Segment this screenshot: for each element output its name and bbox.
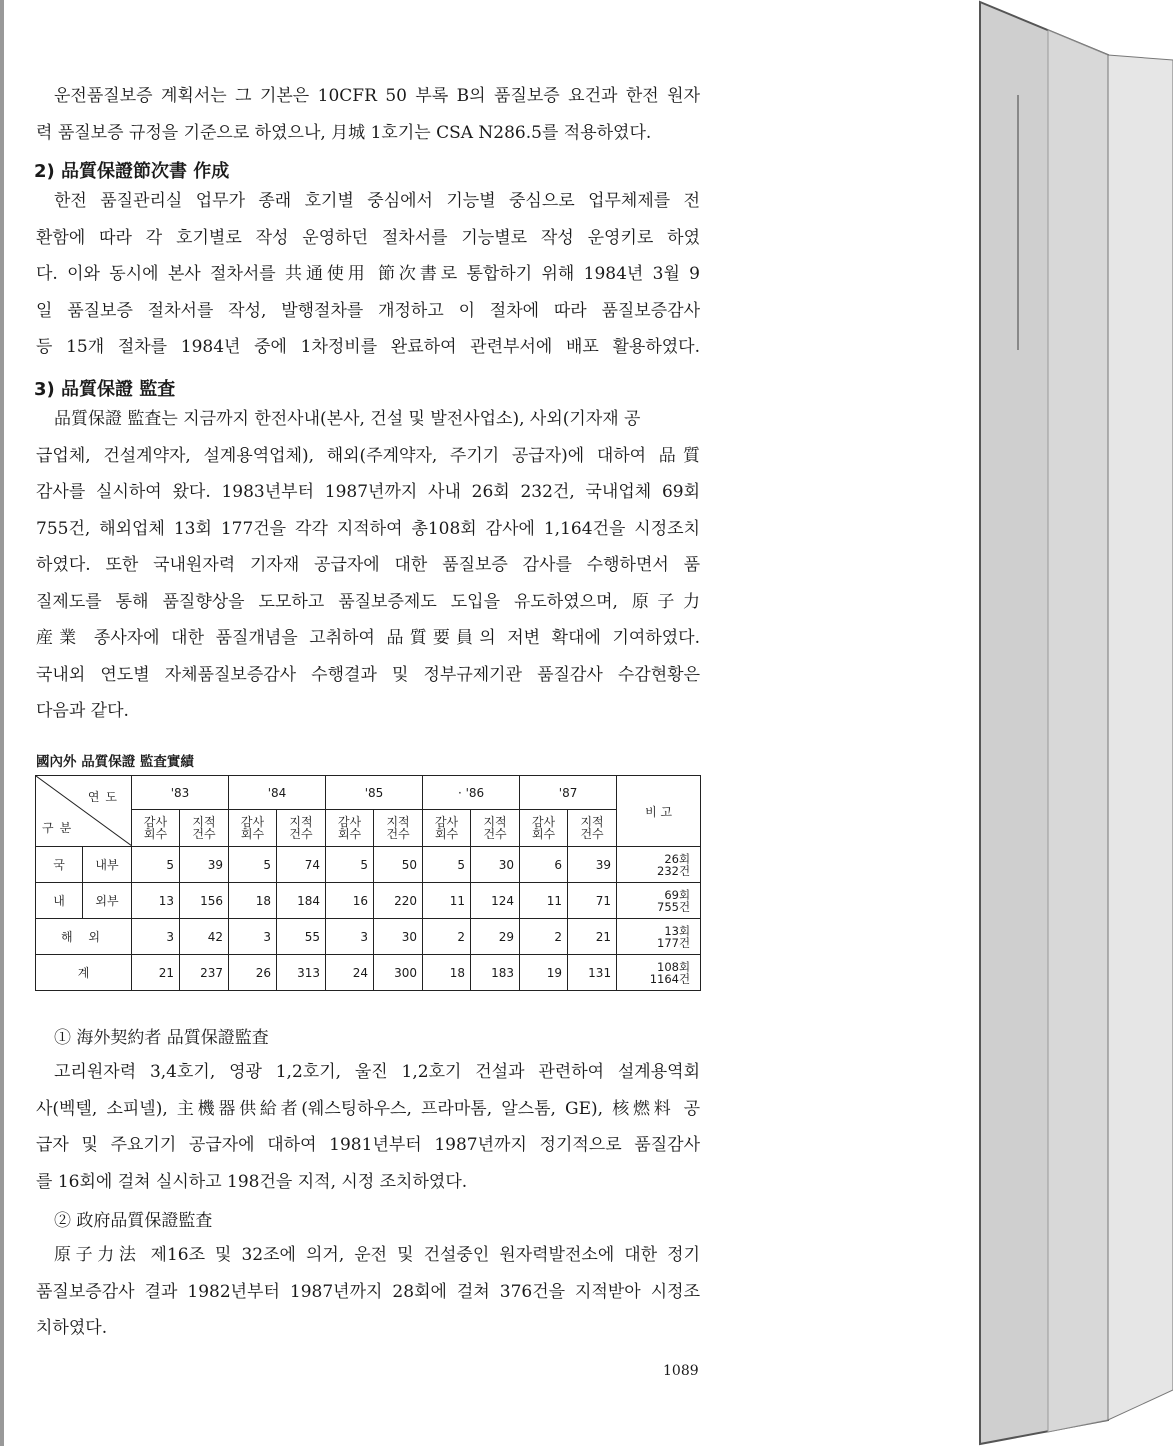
cell: 220 [374, 883, 423, 919]
corner-category-label: 구분 [42, 821, 78, 835]
year-header-84: '84 [229, 776, 326, 810]
paragraph-procedures [36, 183, 700, 366]
cell: 2 [423, 919, 471, 955]
cell: 5 [423, 847, 471, 883]
remark-cell: 69회 755건 [617, 883, 701, 919]
table-row-internal [36, 847, 701, 883]
year-header-83: '83 [132, 776, 229, 810]
text-line: 原子力法 제16조 및 32조에 의거, 운전 및 건설중인 원자력발전소에 대한 정기 [54, 1245, 700, 1265]
cell: 5 [229, 847, 277, 883]
remark-cell: 13회 177건 [617, 919, 701, 955]
cell: 16 [326, 883, 374, 919]
cell: 183 [471, 955, 520, 991]
cell: 300 [374, 955, 423, 991]
remark-header: 비 고 [617, 776, 701, 847]
table-row-total [36, 955, 701, 991]
book-edge-shape [978, 0, 1173, 1446]
text-line: 운전품질보증 계획서는 그 기본은 10CFR 50 부록 B의 품질보증 요건과 한전 원자 [54, 86, 700, 106]
text-line: 다. 이와 동시에 본사 절차서를 共通使用 節次書로 통합하기 위해 1984년 3월 9 [36, 264, 700, 284]
sub-header-finding-count: 지적 건수 [277, 810, 326, 847]
cell: 3 [132, 919, 180, 955]
table-row-external [36, 883, 701, 919]
cell: 42 [180, 919, 229, 955]
text-line: 한전 품질관리실 업무가 종래 호기별 중심에서 기능별 중심으로 업무체제를 전 [54, 191, 700, 211]
text-line: 급업체, 건설계약자, 설계용역업체), 해외(주계약자, 주기기 공급자)에 대하여 品質 [36, 445, 700, 466]
row-label: 계 [36, 955, 132, 991]
cell: 2 [520, 919, 568, 955]
paragraph-overseas-audit [36, 1054, 700, 1200]
cell: 39 [568, 847, 617, 883]
cell: 5 [326, 847, 374, 883]
text-line: 급자 및 주요기기 공급자에 대하여 1981년부터 1987년까지 정기적으로 품질감사 [36, 1135, 700, 1155]
cell: 74 [277, 847, 326, 883]
remark-cell: 108회 1164건 [617, 955, 701, 991]
text-line: 국내외 연도별 자체품질보증감사 수행결과 및 정부규제기관 품질감사 수감현황은 [36, 664, 700, 685]
text-line: 일 품질보증 절차서를 작성, 발행절차를 개정하고 이 절차에 따라 품질보증감사 [36, 300, 700, 321]
sub-heading-government-audit: ② 政府品質保證監査 [54, 1211, 213, 1231]
cell: 184 [277, 883, 326, 919]
text-line: 品質保證 監査는 지금까지 한전사내(본사, 건설 및 발전사업소), 사외(기자재 공 [54, 409, 641, 429]
section-heading-procedures: 2) 品質保證節次書 作成 [34, 161, 230, 182]
cell: 39 [180, 847, 229, 883]
text-line: 질제도를 통해 품질향상을 도모하고 품질보증제도 도입을 유도하였으며, 原子力 [36, 591, 700, 612]
year-header-86: · '86 [423, 776, 520, 810]
cell: 26 [229, 955, 277, 991]
text-line: 하였다. 또한 국내원자력 기자재 공급자에 대한 품질보증 감사를 수행하면서 품 [36, 555, 700, 575]
book-edge-decoration [978, 0, 1173, 1446]
cell: 19 [520, 955, 568, 991]
cell: 3 [229, 919, 277, 955]
year-header-85: '85 [326, 776, 423, 810]
cell: 21 [568, 919, 617, 955]
text-line: 환함에 따라 각 호기별로 작성 운영하던 절차서를 기능별로 작성 운영키로 하였 [36, 227, 700, 248]
group-domestic-1: 국 [36, 847, 83, 883]
cell: 50 [374, 847, 423, 883]
paragraph-operation-qa-plan [36, 78, 700, 151]
sub-header-audit-count: 감사 회수 [229, 810, 277, 847]
sub-header-audit-count: 감사 회수 [520, 810, 568, 847]
text-line: 치하였다. [36, 1318, 108, 1338]
sub-header-finding-count: 지적 건수 [374, 810, 423, 847]
cell: 131 [568, 955, 617, 991]
cell: 6 [520, 847, 568, 883]
cell: 21 [132, 955, 180, 991]
sub-header-row [36, 810, 701, 847]
cell: 18 [423, 955, 471, 991]
row-label: 내부 [83, 847, 132, 883]
sub-header-finding-count: 지적 건수 [471, 810, 520, 847]
cell: 11 [520, 883, 568, 919]
cell: 237 [180, 955, 229, 991]
sub-header-audit-count: 감사 회수 [132, 810, 180, 847]
cell: 30 [374, 919, 423, 955]
cell: 55 [277, 919, 326, 955]
text-line: 등 15개 절차를 1984년 중에 1차정비를 완료하여 관련부서에 배포 활용하였다. [36, 337, 700, 357]
table-title: 國內外 品質保證 監査實績 [36, 754, 194, 770]
table-row-overseas [36, 919, 701, 955]
audit-results-table [35, 775, 701, 991]
text-line: 고리원자력 3,4호기, 영광 1,2호기, 울진 1,2호기 건설과 관련하여 설계용역회 [54, 1062, 700, 1082]
cell: 156 [180, 883, 229, 919]
cell: 24 [326, 955, 374, 991]
sub-header-finding-count: 지적 건수 [568, 810, 617, 847]
sub-header-audit-count: 감사 회수 [326, 810, 374, 847]
text-line: 産業 종사자에 대한 품질개념을 고취하여 品質要員의 저변 확대에 기여하였다. [36, 628, 700, 648]
sub-heading-overseas-audit: ① 海外契約者 品質保證監査 [54, 1028, 269, 1048]
cell: 11 [423, 883, 471, 919]
cell: 29 [471, 919, 520, 955]
text-line: 755건, 해외업체 13회 177건을 각각 지적하여 총108회 감사에 1,164건을 시정조치 [36, 518, 700, 539]
sub-header-audit-count: 감사 회수 [423, 810, 471, 847]
remark-cell: 26회 232건 [617, 847, 701, 883]
corner-year-label: 연도 [87, 790, 123, 804]
year-header-87: '87 [520, 776, 617, 810]
sub-header-finding-count: 지적 건수 [180, 810, 229, 847]
paragraph-government-audit [36, 1237, 700, 1347]
cell: 313 [277, 955, 326, 991]
paragraph-audit [36, 401, 700, 730]
text-line: 를 16회에 걸쳐 실시하고 198건을 지적, 시정 조치하였다. [36, 1171, 468, 1192]
cell: 13 [132, 883, 180, 919]
cell: 30 [471, 847, 520, 883]
row-label: 외부 [83, 883, 132, 919]
cell: 5 [132, 847, 180, 883]
table-corner-cell [36, 776, 132, 847]
cell: 124 [471, 883, 520, 919]
group-domestic-2: 내 [36, 883, 83, 919]
page-number: 1089 [663, 1363, 699, 1379]
cell: 18 [229, 883, 277, 919]
row-label: 해 외 [36, 919, 132, 955]
cell: 3 [326, 919, 374, 955]
text-line: 감사를 실시하여 왔다. 1983년부터 1987년까지 사내 26회 232건, 국내업체 69회 [36, 482, 700, 502]
text-line: 품질보증감사 결과 1982년부터 1987년까지 28회에 걸쳐 376건을 지적받아 시정조 [36, 1281, 700, 1302]
text-line: 다음과 같다. [36, 701, 129, 721]
text-line: 력 품질보증 규정을 기준으로 하였으나, 月城 1호기는 CSA N286.5를 적용하였다. [36, 122, 652, 143]
text-line: 사(벡텔, 소피넬), 主機器供給者(웨스팅하우스, 프라마톰, 알스톰, GE), 核燃料 공 [36, 1098, 700, 1119]
cell: 71 [568, 883, 617, 919]
section-heading-audit: 3) 品質保證 監査 [34, 379, 176, 400]
